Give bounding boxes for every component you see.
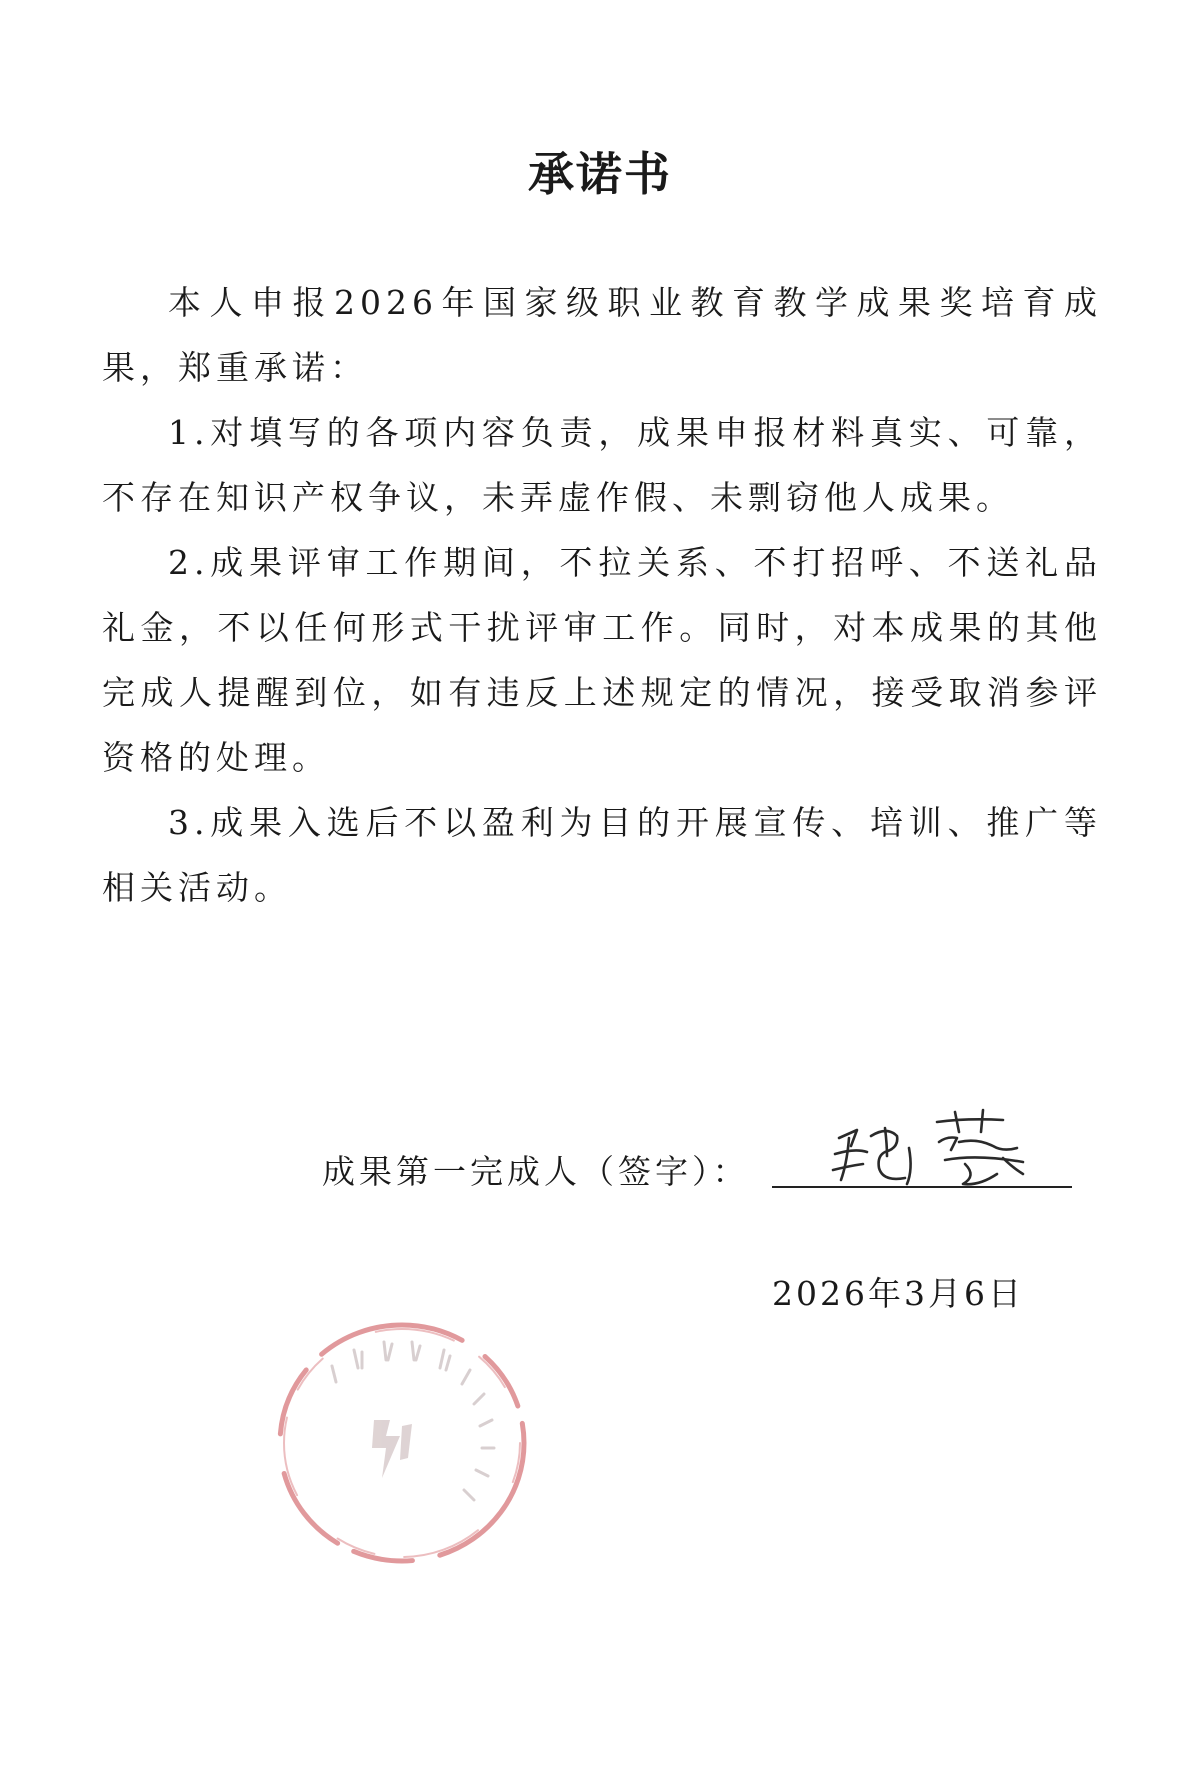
commitment-item-3: 3.成果入选后不以盈利为目的开展宣传、培训、推广等相关活动。 bbox=[102, 803, 1102, 907]
intro-paragraph: 本人申报2026年国家级职业教育教学成果奖培育成果，郑重承诺： bbox=[102, 283, 1102, 387]
document-body bbox=[102, 270, 1102, 920]
commitment-item-2: 2.成果评审工作期间，不拉关系、不打招呼、不送礼品礼金，不以任何形式干扰评审工作。同时，对本成果的其他完成人提醒到位，如有违反上述规定的情况，接受取消参评资格的处理。 bbox=[102, 543, 1102, 777]
document-title: 承诺书 bbox=[528, 147, 672, 201]
handwritten-signature bbox=[827, 1108, 1047, 1198]
signature-row bbox=[322, 1118, 1082, 1198]
commitment-item-1: 1.对填写的各项内容负责，成果申报材料真实、可靠，不存在知识产权争议，未弄虚作假、未剽窃他人成果。 bbox=[102, 413, 1102, 517]
document-date: 2026年3月6日 bbox=[772, 1274, 1024, 1313]
official-seal-icon bbox=[262, 1308, 542, 1578]
signature-label: 成果第一完成人（签字）： bbox=[322, 1152, 750, 1191]
